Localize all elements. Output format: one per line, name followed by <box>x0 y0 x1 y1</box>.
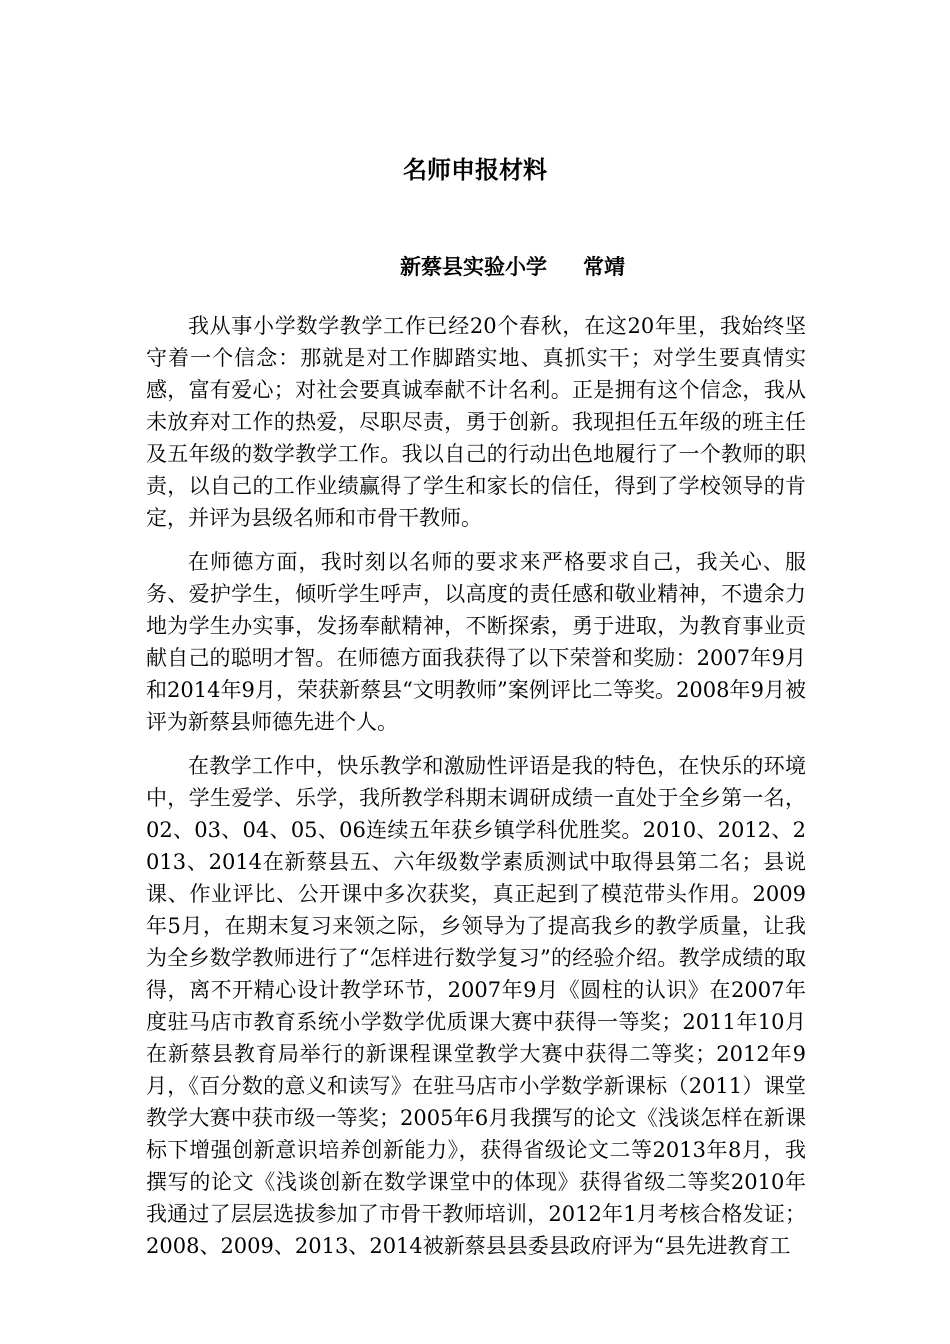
paragraph-1: 我从事小学数学教学工作已经20个春秋，在这20年里，我始终坚守着一个信念：那就是对工作脚踏实地、真抓实干；对学生要真情实感，富有爱心；对社会要真诚奉献不计名利。正是拥有这个信念，我从未放弃对工作的热爱，尽职尽责，勇于创新。我现担任五年级的班主任及五年级的数学教学工作。我以自己的行动出色地履行了一个教师的职责，以自己的工作业绩赢得了学生和家长的信任，得到了学校领导的肯定，并评为县级名师和市骨干教师。 <box>146 314 806 530</box>
document-body <box>146 310 806 1274</box>
paragraph-3: 在教学工作中，快乐教学和激励性评语是我的特色，在快乐的环境中，学生爱学、乐学，我所教学科期末调研成绩一直处于全乡第一名，02、03、04、05、06连续五年获乡镇学科优胜奖。2010、2012、2013、2014在新蔡县五、六年级数学素质测试中取得县第二名；县说课、作业评比、公开课中多次获奖，真正起到了模范带头作用。2009年5月，在期末复习来领之际，乡领导为了提高我乡的教学质量，让我为全乡数学教师进行了“怎样进行数学复习”的经验介绍。教学成绩的取得，离不开精心设计教学环节，2007年9月《圆柱的认识》在2007年度驻马店市教育系统小学数学优质课大赛中获得一等奖；2011年10月在新蔡县教育局举行的新课程课堂教学大赛中获得二等奖；2012年9月，《百分数的意义和读写》在驻马店市小学数学新课标（2011）课堂教学大赛中获市级一等奖；2005年6月我撰写的论文《浅谈怎样在新课标下增强创新意识培养创新能力》，获得省级论文二等2013年8月，我撰写的论文《浅谈创新在数学课堂中的体现》获得省级二等奖2010年我通过了层层选拔参加了市骨干教师培训，2012年1月考核合格发证；2008、2009、2013、2014被新蔡县县委县政府评为“县先进教育工 <box>146 754 806 1258</box>
author-line <box>400 250 625 284</box>
author-school: 新蔡县实验小学 <box>400 255 547 279</box>
author-name: 常靖 <box>583 255 625 279</box>
paragraph-2: 在师德方面，我时刻以名师的要求来严格要求自己，我关心、服务、爱护学生，倾听学生呼声，以高度的责任感和敬业精神，不遗余力地为学生办实事，发扬奉献精神，不断探索，勇于进取，为教育事业贡献自己的聪明才智。在师德方面我获得了以下荣誉和奖励：2007年9月和2014年9月，荣获新蔡县“文明教师”案例评比二等奖。2008年9月被评为新蔡县师德先进个人。 <box>146 550 806 734</box>
document-title: 名师申报材料 <box>403 156 547 184</box>
